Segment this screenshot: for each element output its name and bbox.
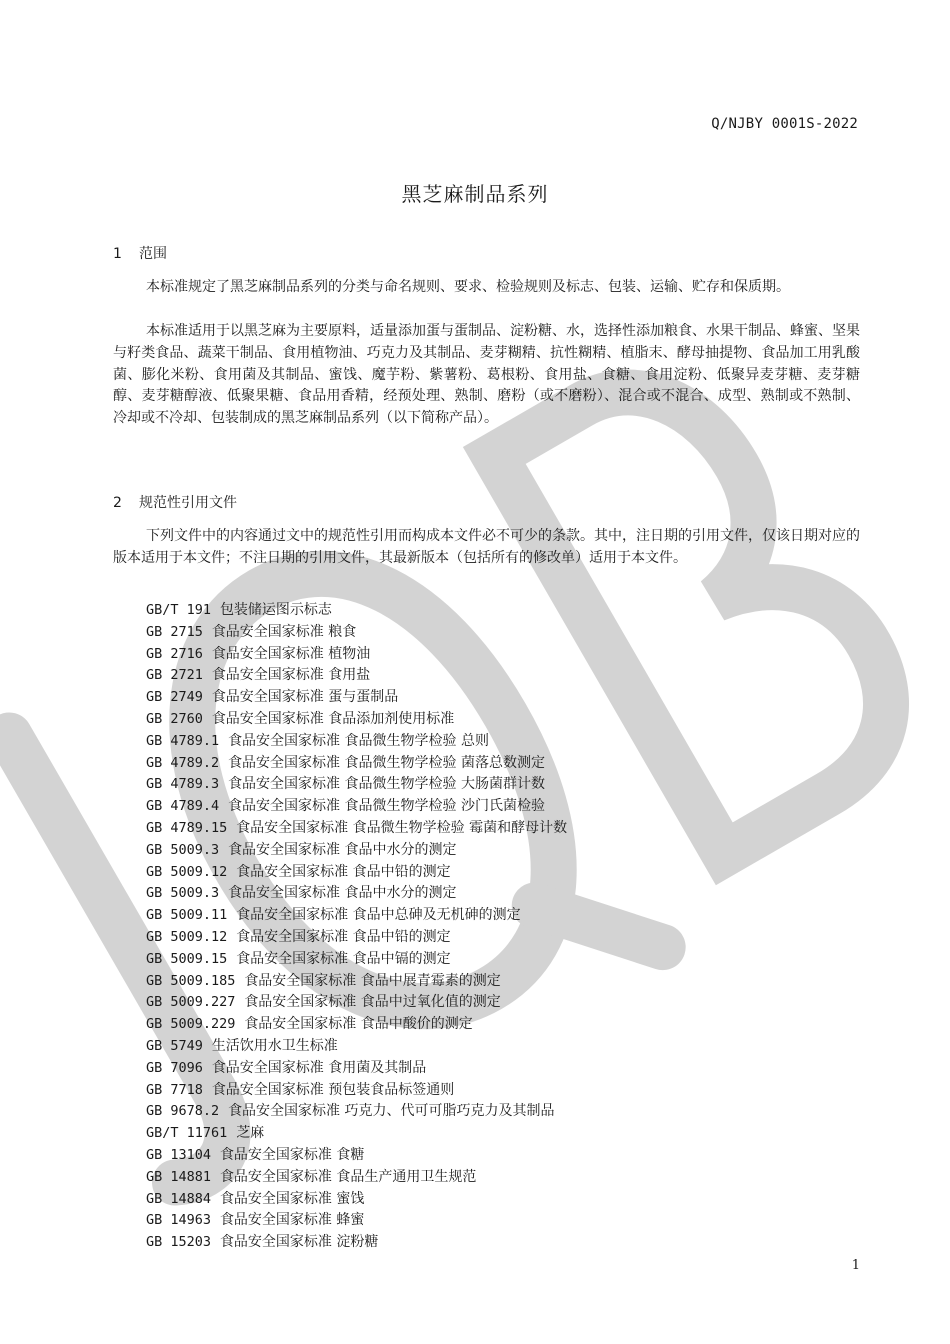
reference-code: GB 4789.4 (146, 798, 220, 815)
reference-item (146, 1210, 567, 1232)
reference-title: 食品安全国家标准 食品微生物学检验 霉菌和酵母计数 (236, 819, 568, 836)
reference-item (146, 709, 567, 731)
reference-item (146, 644, 567, 666)
reference-code: GB 7096 (146, 1059, 203, 1076)
reference-code: GB 15203 (146, 1234, 212, 1251)
reference-item (146, 862, 567, 884)
reference-title: 食品安全国家标准 预包装食品标签通则 (211, 1081, 455, 1098)
reference-code: GB 5009.15 (146, 950, 228, 967)
reference-code: GB 5009.185 (146, 972, 236, 989)
reference-item (146, 774, 567, 796)
reference-item (146, 665, 567, 687)
reference-item (146, 1036, 567, 1058)
reference-code: GB 5009.11 (146, 907, 228, 924)
reference-title: 包装储运图示标志 (219, 602, 332, 618)
reference-code: GB 2721 (146, 667, 203, 684)
reference-title: 食品安全国家标准 食品中总砷及无机砷的测定 (236, 907, 521, 924)
reference-code: GB 13104 (146, 1146, 212, 1163)
reference-title: 食品安全国家标准 食糖 (219, 1146, 365, 1163)
reference-title: 食品安全国家标准 食品微生物学检验 大肠菌群计数 (228, 776, 545, 793)
reference-item (146, 883, 567, 905)
reference-title: 生活饮用水卫生标准 (211, 1037, 338, 1054)
reference-code: GB 5009.227 (146, 994, 236, 1011)
section-1-paragraph-2: 本标准适用于以黑芝麻为主要原料，适量添加蛋与蛋制品、淀粉糖、水，选择性添加粮食、水果干制品、蜂蜜、坚果与籽类食品、蔬菜干制品、食用植物油、巧克力及其制品、麦芽糊精、抗性糊精、植脂末、酵母抽提物、食品加工用乳酸菌、膨化米粉、食用菌及其制品、蜜饯、魔芋粉、紫薯粉、葛根粉、食用盐、食糖、食用淀粉、低聚异麦芽糖、麦芽糖醇、麦芽糖醇液、低聚果糖、食品用香精，经预处理、熟制、磨粉（或不磨粉）、混合或不混合、成型、熟制或不熟制、冷却或不冷却、包装制成的黑芝麻制品系列（以下简称产品）。 (113, 323, 860, 427)
reference-title: 食品安全国家标准 巧克力、代可可脂巧克力及其制品 (228, 1103, 555, 1120)
reference-item (146, 1232, 567, 1254)
reference-title: 芝麻 (236, 1125, 265, 1142)
reference-item (146, 622, 567, 644)
reference-title: 食品安全国家标准 植物油 (211, 645, 371, 662)
reference-title: 食品安全国家标准 食品中水分的测定 (228, 885, 457, 902)
reference-title: 食品安全国家标准 食品生产通用卫生规范 (219, 1168, 477, 1185)
reference-item (146, 949, 567, 971)
reference-item (146, 971, 567, 993)
reference-code: GB 9678.2 (146, 1103, 220, 1120)
reference-title: 食品安全国家标准 食用盐 (211, 667, 371, 684)
reference-code: GB 2760 (146, 710, 203, 727)
reference-list (146, 600, 567, 1254)
reference-code: GB 5009.3 (146, 885, 220, 902)
reference-item (146, 731, 567, 753)
reference-title: 食品安全国家标准 食品微生物学检验 菌落总数测定 (228, 754, 545, 771)
reference-code: GB/T 191 (146, 602, 212, 618)
reference-item (146, 687, 567, 709)
reference-code: GB 14963 (146, 1212, 212, 1229)
reference-code: GB 5009.3 (146, 841, 220, 858)
page-title: 黑芝麻制品系列 (401, 182, 549, 206)
reference-title: 食品安全国家标准 食品中过氧化值的测定 (244, 994, 501, 1011)
page-number: 1 (851, 1258, 860, 1273)
section-2-intro: 下列文件中的内容通过文中的规范性引用而构成本文件必不可少的条款。其中，注日期的引用文件，仅该日期对应的版本适用于本文件；不注日期的引用文件，其最新版本（包括所有的修改单）适用于本文件。 (113, 528, 860, 566)
reference-code: GB 14881 (146, 1168, 212, 1185)
section-1-paragraph-1: 本标准规定了黑芝麻制品系列的分类与命名规则、要求、检验规则及标志、包装、运输、贮存和保质期。 (146, 279, 790, 295)
reference-title: 食品安全国家标准 食品微生物学检验 沙门氏菌检验 (228, 798, 545, 815)
reference-title: 食品安全国家标准 蜂蜜 (219, 1212, 365, 1229)
reference-item (146, 1145, 567, 1167)
section-2-heading (113, 492, 237, 512)
reference-title: 食品安全国家标准 食品中铅的测定 (236, 928, 451, 945)
reference-code: GB 5009.12 (146, 863, 228, 880)
reference-code: GB 2715 (146, 623, 203, 640)
reference-code: GB 2716 (146, 645, 203, 662)
reference-title: 食品安全国家标准 食品微生物学检验 总则 (228, 732, 489, 749)
reference-title: 食品安全国家标准 食品添加剂使用标准 (211, 710, 455, 727)
reference-title: 食品安全国家标准 淀粉糖 (219, 1234, 379, 1251)
section-1-number: 1 (113, 246, 122, 262)
reference-code: GB 14884 (146, 1190, 212, 1207)
reference-code: GB 7718 (146, 1081, 203, 1098)
reference-code: GB 5749 (146, 1037, 203, 1054)
reference-code: GB 5009.229 (146, 1016, 236, 1033)
reference-item (146, 1189, 567, 1211)
reference-code: GB 4789.15 (146, 819, 228, 836)
reference-code: GB 4789.2 (146, 754, 220, 771)
section-1-title: 范围 (139, 246, 167, 262)
reference-code: GB 4789.1 (146, 732, 220, 749)
reference-item (146, 1167, 567, 1189)
reference-item (146, 796, 567, 818)
reference-item (146, 1080, 567, 1102)
reference-title: 食品安全国家标准 蜜饯 (219, 1190, 365, 1207)
section-1-heading (113, 243, 167, 263)
reference-code: GB 2749 (146, 689, 203, 706)
reference-title: 食品安全国家标准 食品中水分的测定 (228, 841, 457, 858)
reference-title: 食品安全国家标准 粮食 (211, 623, 357, 640)
reference-item (146, 600, 567, 622)
reference-item (146, 905, 567, 927)
reference-code: GB 4789.3 (146, 776, 220, 793)
reference-item (146, 818, 567, 840)
reference-code: GB/T 11761 (146, 1125, 228, 1142)
reference-title: 食品安全国家标准 蛋与蛋制品 (211, 689, 399, 706)
reference-title: 食品安全国家标准 食品中镉的测定 (236, 950, 451, 967)
section-2-title: 规范性引用文件 (139, 495, 237, 511)
reference-item (146, 840, 567, 862)
reference-item (146, 927, 567, 949)
reference-code: GB 5009.12 (146, 928, 228, 945)
reference-item (146, 1058, 567, 1080)
reference-item (146, 753, 567, 775)
reference-item (146, 1101, 567, 1123)
reference-item (146, 1014, 567, 1036)
reference-title: 食品安全国家标准 食品中酸价的测定 (244, 1016, 473, 1033)
reference-item (146, 992, 567, 1014)
section-2-number: 2 (113, 495, 122, 511)
document-code: Q/NJBY 0001S-2022 (711, 116, 858, 132)
reference-title: 食品安全国家标准 食用菌及其制品 (211, 1059, 427, 1076)
reference-title: 食品安全国家标准 食品中铅的测定 (236, 863, 451, 880)
reference-item (146, 1123, 567, 1145)
reference-title: 食品安全国家标准 食品中展青霉素的测定 (244, 972, 501, 989)
